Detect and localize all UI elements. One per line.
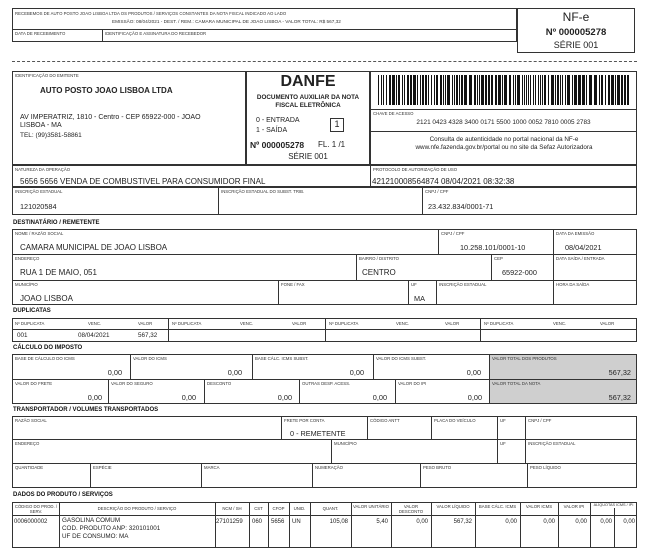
prod-h-qty: QUANT. [322,506,339,511]
carrier-ie-label: INSCRIÇÃO ESTADUAL [528,441,576,446]
emitter-cnpj-value: 23.432.834/0001-71 [428,202,494,211]
barcode-bar [560,75,561,105]
barcode-bar [491,75,493,105]
barcode-bar [383,75,384,105]
barcode-bar [477,75,478,105]
recipient-cnpj-label: CNPJ / CPF [441,231,465,236]
barcode-bar [417,75,418,105]
barcode-bar [544,75,546,105]
danfe-folha: FL. 1 /1 [318,140,346,149]
recipient-city: JOAO LISBOA [20,294,73,303]
barcode-bar [627,75,629,105]
net-weight-label: PESO LÍQUIDO [530,465,561,470]
ie-label: INSCRIÇÃO ESTADUAL [15,189,63,194]
barcode-bar [513,75,514,105]
exit-date-label: DATA SAÍDA / ENTRADA [556,256,605,261]
barcode-bar [440,75,442,105]
barcode-bar [524,75,525,105]
item-ncm: 27101259 [216,519,243,525]
barcode-bar [447,75,450,105]
item-base: 0,00 [505,519,517,525]
item-aliq-ipi: 0,00 [623,519,635,525]
barcode-bar [528,75,529,105]
gross-weight-label: PESO BRUTO [423,465,452,470]
tax-base-st-label: BASE CÁLC. ICMS SUBST. [255,356,309,361]
emitter-label: IDENTIFICAÇÃO DO EMITENTE [15,73,79,78]
barcode-bar [456,75,458,105]
carrier-city-label: MUNICÍPIO [334,441,357,446]
dup-h-venc-2: VENC. [240,321,254,326]
item-cst: 060 [252,519,263,525]
prod-h-ipi: VALOR IPI [563,504,585,509]
dup-h-num-2: Nº DUPLICATA [172,321,202,326]
barcode-bar [425,75,427,105]
barcode-bar [582,75,585,105]
dup-num: 001 [17,332,28,339]
barcode-bar [586,75,587,105]
dup-venc: 08/04/2021 [78,332,110,339]
prod-h-cfop: CFOP [272,506,285,511]
prod-h-desc: DESCRIÇÃO DO PRODUTO / SERVIÇO [97,506,177,511]
dup-h-valor-4: VALOR [600,321,615,326]
barcode-bar [410,75,412,105]
protocol-value: 421210008564874 08/04/2021 08:32:38 [372,177,515,186]
dup-h-num-3: Nº DUPLICATA [329,321,359,326]
barcode-bar [402,75,403,105]
item-aliq-icms: 0,00 [600,519,612,525]
volume-num-label: NUMERAÇÃO [315,465,343,470]
prod-h-discount: VALOR DESCONTO [398,504,424,514]
recipient-name: CAMARA MUNICIPAL DE JOAO LISBOA [20,243,168,252]
item-desc-3: UF DE CONSUMO: MA [62,533,129,540]
recipient-city-label: MUNICÍPIO [15,282,38,287]
tax-discount: 0,00 [277,393,292,402]
barcode-bar [557,75,559,105]
danfe-entrada: 0 - ENTRADA [256,117,300,124]
barcode-bar [535,75,536,105]
barcode-bar [498,75,501,105]
prod-h-aliq: ALÍQUOTAS ICMS / IPI [593,503,634,507]
barcode-bar [601,75,603,105]
item-net: 567,32 [453,519,472,525]
tax-icms: 0,00 [227,368,242,377]
recipient-box [12,229,637,305]
protocol-label: PROTOCOLO DE AUTORIZAÇÃO DE USO [373,167,458,172]
stub-nfe-title: NF-e [562,10,590,24]
barcode-bar [420,75,421,105]
emitter-cnpj-label: CNPJ / CPF [425,189,449,194]
transport-section: TRANSPORTADOR / VOLUMES TRANSPORTADOS [13,407,159,413]
plate-label: PLACA DO VEÍCULO [434,418,476,423]
barcode-bar [509,75,511,105]
prod-h-net: VALOR LÍQUIDO [436,504,470,509]
volume-brand-label: MARCA [204,465,220,470]
tax-other: 0,00 [372,393,387,402]
access-key-label: CHAVE DE ACESSO [373,111,414,116]
dup-h-venc-4: VENC. [553,321,567,326]
tax-discount-label: DESCONTO [207,381,232,386]
recipient-ie-label: INSCRIÇÃO ESTADUAL [439,282,487,287]
barcode-bar [398,75,400,105]
ie-value: 121020584 [20,202,57,211]
volume-kind-label: ESPÉCIE [93,465,112,470]
barcode-bar [428,75,429,105]
barcode-bar [495,75,497,105]
barcode-bar [464,75,467,105]
barcode-bar [615,75,616,105]
barcode-bar [504,75,507,105]
danfe-saida: 1 - SAÍDA [256,127,288,134]
barcode-bar [404,75,405,105]
access-key: 2121 0423 4328 3400 0171 5500 1000 0052 7810 0005 2783 [416,119,591,126]
tax-other-label: OUTRAS DESP. ACESS. [302,381,351,386]
danfe-title: DANFE [280,73,336,90]
prod-h-ncm: NCM / SH [222,506,242,511]
item-ipi: 0,00 [575,519,587,525]
tax-icms-st-label: VALOR DO ICMS SUBST. [376,356,427,361]
item-unit-value: 5,40 [376,519,388,525]
barcode-bar [431,75,432,105]
products-section: DADOS DO PRODUTO / SERVIÇOS [13,492,113,498]
barcode-bar [555,75,556,105]
carrier-uf-label: UF [500,418,506,423]
barcode-bar [533,75,534,105]
tax-freight: 0,00 [87,393,102,402]
barcode-bar [454,75,455,105]
barcode-bar [526,75,527,105]
danfe-serie: SÉRIE 001 [288,152,328,161]
receipt-text: RECEBEMOS DE AUTO POSTO JOAO LISBOA LTDA OS PRODUTOS / SERVIÇOS CONSTANTES DA NOTA FISCAL INDICADO AO LADO [15,11,287,16]
item-desc-2: COD. PRODUTO ANP: 320101001 [62,525,161,532]
carrier-uf2-label: UF [500,441,506,446]
danfe-type-value: 1 [334,119,340,129]
danfe-subtitle: DOCUMENTO AUXILIAR DA NOTA FISCAL ELETRÔNICA [256,94,360,109]
prod-h-unit-value: VALOR UNITÁRIO [353,504,389,509]
barcode-bar [548,75,549,105]
barcode-bar [515,75,516,105]
freight-value: 0 - REMETENTE [290,429,346,438]
emission-date-label: DATA DA EMISSÃO [556,231,595,236]
prod-h-unit: UNID. [293,506,306,511]
barcode-bar [611,75,614,105]
tax-section: CÁLCULO DO IMPOSTO [13,345,83,351]
recipient-uf-label: UF [411,282,417,287]
barcode [378,73,630,107]
tax-insurance: 0,00 [181,393,196,402]
barcode-bar [407,75,409,105]
recipient-cep-label: CEP [494,256,503,261]
exit-time-label: HORA DA SAÍDA [556,282,590,287]
emitter-name: AUTO POSTO JOAO LISBOA LTDA [40,86,173,95]
dup-h-venc: VENC. [88,321,102,326]
tax-total-note: 567,32 [608,393,631,402]
tax-total-products: 567,32 [608,368,631,377]
transport-box [12,416,637,488]
prod-h-base: BASE CÁLC. ICMS [478,504,517,509]
dup-h-valor: VALOR [138,321,153,326]
barcode-bar [574,75,577,105]
barcode-bar [461,75,463,105]
dup-valor: 567,32 [138,332,158,339]
barcode-bar [530,75,531,105]
recipient-address: RUA 1 DE MAIO, 051 [20,268,97,277]
barcode-bar [502,75,503,105]
barcode-bar [605,75,606,105]
barcode-bar [540,75,541,105]
carrier-address-label: ENDEREÇO [15,441,40,446]
recipient-district: CENTRO [362,268,396,277]
barcode-bar [381,75,382,105]
barcode-bar [386,75,387,105]
barcode-bar [413,75,416,105]
dup-h-valor-2: VALOR [292,321,307,326]
tax-base-st: 0,00 [349,368,364,377]
item-qty: 105,08 [329,519,348,525]
barcode-bar [624,75,626,105]
item-code: 0006000002 [14,519,48,525]
item-unit: UN [292,519,301,525]
barcode-bar [422,75,424,105]
tax-icms-label: VALOR DO ICMS [133,356,167,361]
receipt-sign-label: IDENTIFICAÇÃO E ASSINATURA DO RECEBEDOR [105,31,207,36]
cut-line [12,61,637,62]
barcode-bar [474,75,476,105]
barcode-bar [443,75,444,105]
recipient-phone-label: FONE / FAX [281,282,305,287]
barcode-bar [589,75,592,105]
prod-h-icms: VALOR ICMS [525,504,553,509]
dup-h-num: Nº DUPLICATA [15,321,45,326]
barcode-bar [562,75,563,105]
tax-ipi-label: VALOR DO IPI [398,381,427,386]
barcode-bar [479,75,480,105]
tax-freight-label: VALOR DO FRETE [15,381,53,386]
nature-label: NATUREZA DA OPERAÇÃO [15,167,71,172]
recipient-cep: 65922-000 [502,268,537,277]
recipient-uf: MA [414,294,425,303]
volume-qty-label: QUANTIDADE [15,465,44,470]
recipient-cnpj: 10.258.101/0001-10 [460,243,526,252]
emitter-phone: TEL: (99)3581-58861 [20,132,82,139]
barcode-bar [608,75,610,105]
barcode-bar [538,75,539,105]
barcode-bar [378,75,379,105]
receipt-date-label: DATA DE RECEBIMENTO [15,31,66,36]
tax-base-icms: 0,00 [107,368,122,377]
receipt-issue-line: EMISSÃO: 08/04/2021 - DEST. / REM.: CAMARA MUNICIPAL DE JOAO LISBOA - VALOR TOTAL: R$ 567,32 [112,19,341,24]
tax-total-note-label: VALOR TOTAL DA NOTA [492,381,541,386]
barcode-bar [445,75,446,105]
barcode-bar [485,75,487,105]
barcode-bar [578,75,581,105]
ie-box [12,187,637,215]
barcode-bar [621,75,623,105]
stub-nfe-serie: SÉRIE 001 [553,40,599,50]
barcode-bar [392,75,395,105]
barcode-bar [396,75,397,105]
tax-insurance-label: VALOR DO SEGURO [111,381,153,386]
barcode-bar [522,75,523,105]
item-icms: 0,00 [543,519,555,525]
barcode-bar [599,75,600,105]
barcode-bar [452,75,453,105]
barcode-bar [469,75,472,105]
barcode-bar [567,75,570,105]
tax-base-icms-label: BASE DE CÁLCULO DO ICMS [15,356,75,361]
recipient-district-label: BAIRRO / DISTRITO [359,256,400,261]
tax-total-products-label: VALOR TOTAL DOS PRODUTOS [492,356,557,361]
barcode-bar [436,75,438,105]
tax-icms-st: 0,00 [466,368,481,377]
barcode-bar [517,75,520,105]
barcode-bar [481,75,484,105]
nature-value: 5656 5656 VENDA DE COMBUSTIVEL PARA CONSUMIDOR FINAL [20,177,266,186]
freight-label: FRETE POR CONTA [284,418,325,423]
recipient-address-label: ENDEREÇO [15,256,40,261]
carrier-name-label: RAZÃO SOCIAL [15,418,47,423]
dup-h-valor-3: VALOR [445,321,460,326]
carrier-cnpj-label: CNPJ / CPF [528,418,552,423]
item-cfop: 5656 [271,519,285,525]
tax-ipi: 0,00 [467,393,482,402]
ie-st-label: INSCRIÇÃO ESTADUAL DO SUBST. TRIB. [221,189,305,194]
antt-label: CÓDIGO ANTT [370,418,400,423]
barcode-bar [389,75,391,105]
barcode-bar [565,75,566,105]
emission-date: 08/04/2021 [565,243,602,252]
dup-h-num-4: Nº DUPLICATA [484,321,514,326]
dup-h-venc-3: VENC. [396,321,410,326]
recipient-section: DESTINATÁRIO / REMETENTE [13,220,100,226]
barcode-bar [542,75,543,105]
access-consult: Consulta de autenticidade no portal nacional da NF-e www.nfe.fazenda.gov.br/portal ou no site da Sefaz Autorizadora [415,136,593,151]
prod-h-code: CÓDIGO DO PROD. / SERV. [14,504,58,514]
barcode-bar [594,75,597,105]
item-discount: 0,00 [416,519,428,525]
barcode-bar [572,75,573,105]
barcode-bar [617,75,620,105]
barcode-bar [551,75,554,105]
danfe-number: Nº 000005278 [250,140,305,150]
item-desc-1: GASOLINA COMUM [62,517,121,524]
recipient-name-label: NOME / RAZÃO SOCIAL [15,231,64,236]
duplicatas-section: DUPLICATAS [13,308,51,314]
prod-h-cst: CST [254,506,263,511]
barcode-bar [459,75,460,105]
emitter-address: AV IMPERATRIZ, 1810 - Centro - CEP 65922-000 - JOAO LISBOA - MA [20,114,201,129]
barcode-bar [488,75,490,105]
stub-nfe-number: Nº 000005278 [545,27,607,38]
barcode-bar [434,75,435,105]
